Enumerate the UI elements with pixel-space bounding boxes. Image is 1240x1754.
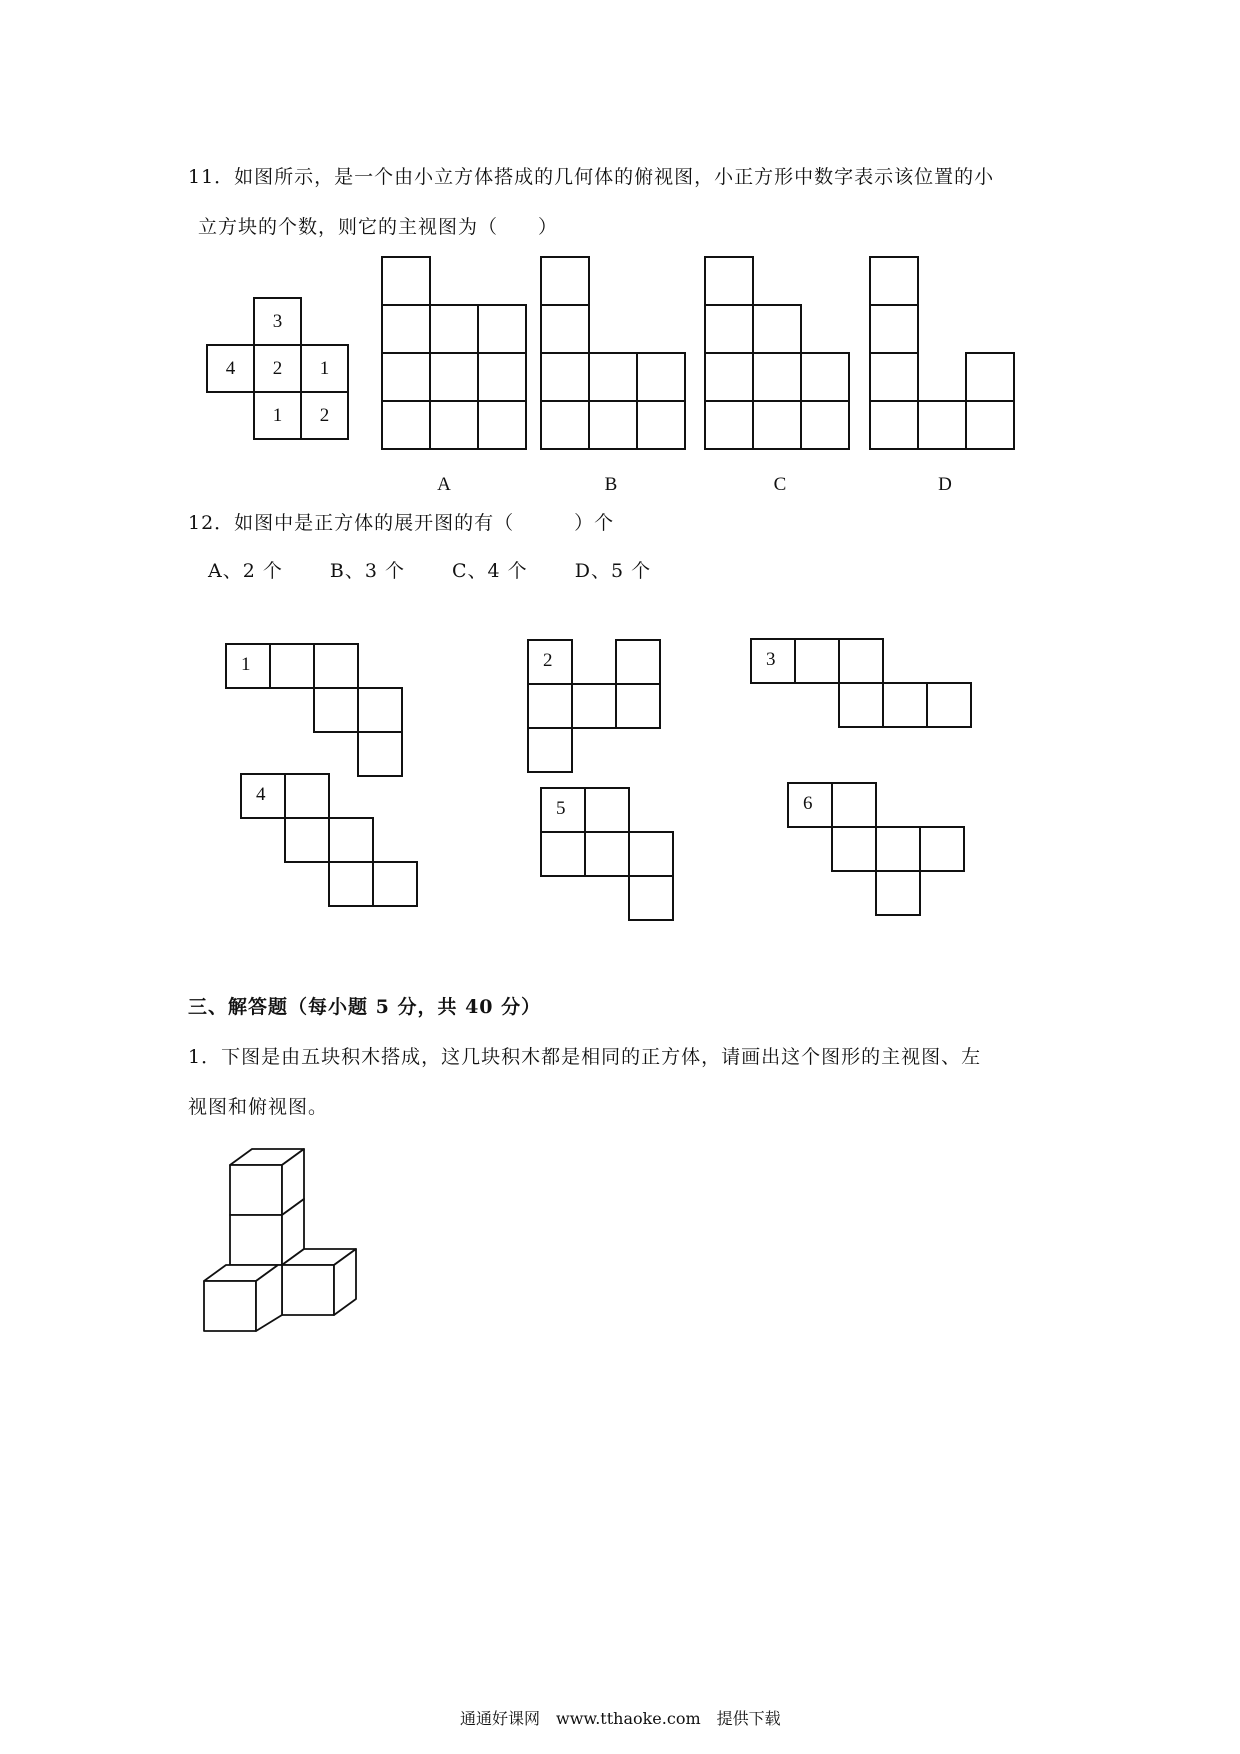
front-view-cube (540, 256, 590, 306)
net-square (540, 787, 586, 833)
front-view-cube (429, 352, 479, 402)
front-view-cube (636, 400, 686, 450)
q12-text-line1: 12．如图中是正方体的展开图的有（ ）个 (188, 512, 615, 534)
front-view-cube (752, 400, 802, 450)
net-square (750, 638, 796, 684)
front-view-cube (540, 352, 590, 402)
q1-text-line1: 1．下图是由五块积木搭成，这几块积木都是相同的正方体，请画出这个图形的主视图、左 (188, 1046, 982, 1068)
q11-option-a-label: A (437, 474, 451, 495)
front-view-cube (704, 304, 754, 354)
q11-option-d-label: D (938, 474, 952, 495)
section-3-heading: 三、解答题（每小题 5 分，共 40 分） (188, 996, 542, 1018)
net-square (328, 861, 374, 907)
net-square (787, 782, 833, 828)
net-square (571, 683, 617, 729)
front-view-cube (752, 304, 802, 354)
q11-text-line2: 立方块的个数，则它的主视图为（ ） (198, 216, 559, 238)
front-view-cube (381, 304, 431, 354)
net-square (875, 870, 921, 916)
net-square (284, 817, 330, 863)
net-square (313, 687, 359, 733)
q11-option-c-figure (704, 254, 854, 464)
footer-credit: 通通好课网 www.tthaoke.com 提供下载 (460, 1709, 781, 1728)
net-square (919, 826, 965, 872)
net-square (584, 831, 630, 877)
top-view-cell: 1 (300, 344, 349, 393)
net-number-label: 1 (241, 654, 251, 675)
top-view-cell: 2 (253, 344, 302, 393)
q11-option-c-label: C (773, 474, 787, 495)
net-number-label: 5 (556, 798, 566, 819)
front-view-cube (381, 256, 431, 306)
front-view-cube (965, 400, 1015, 450)
front-view-cube (917, 400, 967, 450)
front-view-cube (869, 256, 919, 306)
front-view-cube (800, 400, 850, 450)
front-view-cube (588, 352, 638, 402)
net-square (269, 643, 315, 689)
net-square (284, 773, 330, 819)
net-square (794, 638, 840, 684)
top-view-cell: 2 (300, 391, 349, 440)
front-view-cube (429, 400, 479, 450)
q11-text-line1: 11．如图所示，是一个由小立方体搭成的几何体的俯视图，小正方形中数字表示该位置的小 (188, 166, 995, 188)
front-view-cube (704, 256, 754, 306)
net-square (527, 683, 573, 729)
net-square (831, 782, 877, 828)
net-square (875, 826, 921, 872)
net-square (357, 731, 403, 777)
net-number-label: 3 (766, 649, 776, 670)
top-view-cell: 1 (253, 391, 302, 440)
front-view-cube (477, 304, 527, 354)
net-square (615, 639, 661, 685)
net-square (527, 727, 573, 773)
net-number-label: 2 (543, 650, 553, 671)
cube-front-face (204, 1281, 256, 1331)
front-view-cube (704, 400, 754, 450)
front-view-cube (477, 352, 527, 402)
front-view-cube (540, 400, 590, 450)
front-view-cube (965, 352, 1015, 402)
net-square (838, 682, 884, 728)
net-square (328, 817, 374, 863)
net-square (831, 826, 877, 872)
net-square (926, 682, 972, 728)
front-view-cube (752, 352, 802, 402)
net-square (838, 638, 884, 684)
q11-option-b-label: B (604, 474, 618, 495)
front-view-cube (869, 304, 919, 354)
front-view-cube (869, 400, 919, 450)
front-view-cube (540, 304, 590, 354)
net-square (882, 682, 928, 728)
q11-option-b-figure (540, 254, 690, 464)
net-square (240, 773, 286, 819)
cube-front-face (282, 1265, 334, 1315)
front-view-cube (588, 400, 638, 450)
front-view-cube (869, 352, 919, 402)
net-square (357, 687, 403, 733)
front-view-cube (800, 352, 850, 402)
front-view-cube (636, 352, 686, 402)
net-square (628, 875, 674, 921)
net-number-label: 4 (256, 784, 266, 805)
q12-choices: A、2 个 B、3 个 C、4 个 D、5 个 (208, 560, 652, 582)
net-square (313, 643, 359, 689)
cube-front-face (230, 1215, 282, 1265)
net-square (628, 831, 674, 877)
net-square (540, 831, 586, 877)
q11-option-a-figure (381, 254, 531, 464)
front-view-cube (429, 304, 479, 354)
q1-cube-stack-figure (200, 1145, 370, 1345)
front-view-cube (381, 352, 431, 402)
q11-top-view-figure (206, 297, 350, 461)
top-view-cell: 3 (253, 297, 302, 346)
net-square (225, 643, 271, 689)
net-number-label: 6 (803, 793, 813, 814)
front-view-cube (477, 400, 527, 450)
q1-text-line2: 视图和俯视图。 (188, 1096, 329, 1118)
net-square (372, 861, 418, 907)
cube-front-face (230, 1165, 282, 1215)
net-square (615, 683, 661, 729)
net-square (527, 639, 573, 685)
front-view-cube (381, 400, 431, 450)
net-square (584, 787, 630, 833)
q11-option-d-figure (869, 254, 1019, 464)
top-view-cell: 4 (206, 344, 255, 393)
front-view-cube (704, 352, 754, 402)
